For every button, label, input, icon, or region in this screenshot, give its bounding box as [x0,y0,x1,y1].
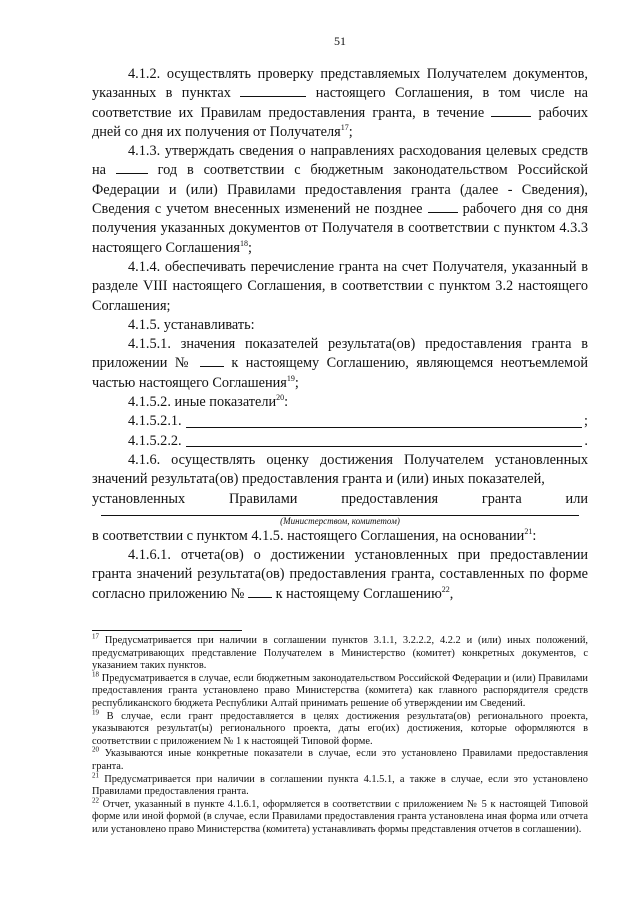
paragraph-4-1-6: 4.1.6. осуществлять оценку достижения Получателем установленных значений результата(ов) предоставления гранта и (или) иных показателей, [92,451,588,488]
paragraph-4-1-4: 4.1.4. обеспечивать перечисление гранта на счет Получателя, указанный в разделе VIII настоящего Соглашения, в соответствии с пунктом 3.2 настоящего Соглашения; [92,258,588,314]
blank-field [248,585,272,598]
paragraph-4-1-6-basis: в соответствии с пунктом 4.1.5. настоящего Соглашения, на основании$^{21}$: [92,527,537,544]
blank-field [116,161,148,174]
fill-row-4-1-5-2-1: 4.1.5.2.1. ; [128,413,588,430]
footnote-ref: 20 [276,393,285,403]
fill-line [186,415,582,428]
paragraph-4-1-6-cont: установленных Правилами предоставления гранта или [92,490,588,507]
paragraph-4-1-5-2: 4.1.5.2. иные показатели$^{20}$: [128,393,289,411]
footnote: $^{17}$ Предусматривается при наличии в соглашении пунктов 3.1.1, 3.2.2.2, 4.2.2 и (или) иных положений, предусматривающих представление Получателем в Министерство (комитет) конкретных документов, с указанием таких пунктов. [92,632,588,672]
footnote: $^{20}$ Указываются иные конкретные показатели в случае, если это установлено Правилами предоставления гранта. [92,745,588,772]
page-number: 51 [334,34,346,48]
footnote: $^{21}$ Предусматривается при наличии в соглашении пункта 4.1.5.1, а также в случае, если это установлено Правилами предоставления гранта. [92,771,588,798]
paragraph-4-1-5-1: 4.1.5.1. значения показателей результата(ов) предоставления гранта в приложении № к настоящему Соглашению, являющемся неотъемлемой частью настоящего Соглашения$^{19}$; [92,336,588,391]
blank-field [428,200,458,213]
authority-caption [92,515,588,527]
fill-line [186,434,583,447]
footnote: $^{19}$ В случае, если грант предоставляется в целях достижения результата(ов) регионального проекта, указываются результат(ы) регионального проекта, даты его(их) достижения, которые оформляются в соответствии с приложением № 1 к настоящей Типовой форме. [92,708,588,747]
footnote-ref: 19 [286,373,295,383]
footnotes [92,632,588,837]
document-body [92,65,588,604]
footnote-separator [92,630,242,631]
fill-row-4-1-5-2-2: 4.1.5.2.2. . [128,432,588,449]
footnote: $^{18}$ Предусматривается в случае, если бюджетным законодательством Российской Федерации и (или) Правилами предоставления гранта установлено право Министерства (комитета) как главного распорядителя средств республиканского бюджета Республики Алтай принимать решение об утверждении им Сведений. [92,670,588,709]
footnote-ref: 17 [340,123,349,133]
footnote: $^{22}$ Отчет, указанный в пункте 4.1.6.1, оформляется в соответствии с приложением № 5 к настоящей Типовой форме или иной формой (в случае, если Правилами предоставления гранта установлена иная форма или отчета или установлено право Министерства (комитета) устанавливать формы представления отчетов в соглашении). [92,796,588,835]
blank-field [491,104,531,117]
caption-text: (Министерством, комитетом) [280,515,400,526]
footnote-ref: 18 [239,238,248,248]
paragraph-4-1-6-1: 4.1.6.1. отчета(ов) о достижении установленных при предоставлении гранта значений результата(ов) предоставления гранта, составленных по форме согласно приложению № к настоящему Соглашению$^{22}$, [92,547,588,602]
footnote-ref: 22 [441,584,450,594]
paragraph-4-1-3: 4.1.3. утверждать сведения о направлениях расходования целевых средств на год в соответствии с бюджетным законодательством Российской Федерации и (или) Правилами предоставления гранта (далее - Сведения), Сведения с учетом внесенных изменений не позднее рабочего дня со дня получения указанных документов от Получателя в соответствии с пунктом 4.3.3 настоящего Соглашения$^{18}$; [92,143,588,256]
blank-field [240,84,306,97]
footnote-ref: 21 [524,527,533,537]
paragraph-4-1-5: 4.1.5. устанавливать: [128,316,255,333]
paragraph-4-1-2: 4.1.2. осуществлять проверку представляемых Получателем документов, указанных в пунктах настоящего Соглашения, в том числе на соответствие их Правилам предоставления гранта, в течение рабочих дней со дня их получения от Получателя$^{17}$; [92,66,588,140]
blank-field [200,354,224,367]
